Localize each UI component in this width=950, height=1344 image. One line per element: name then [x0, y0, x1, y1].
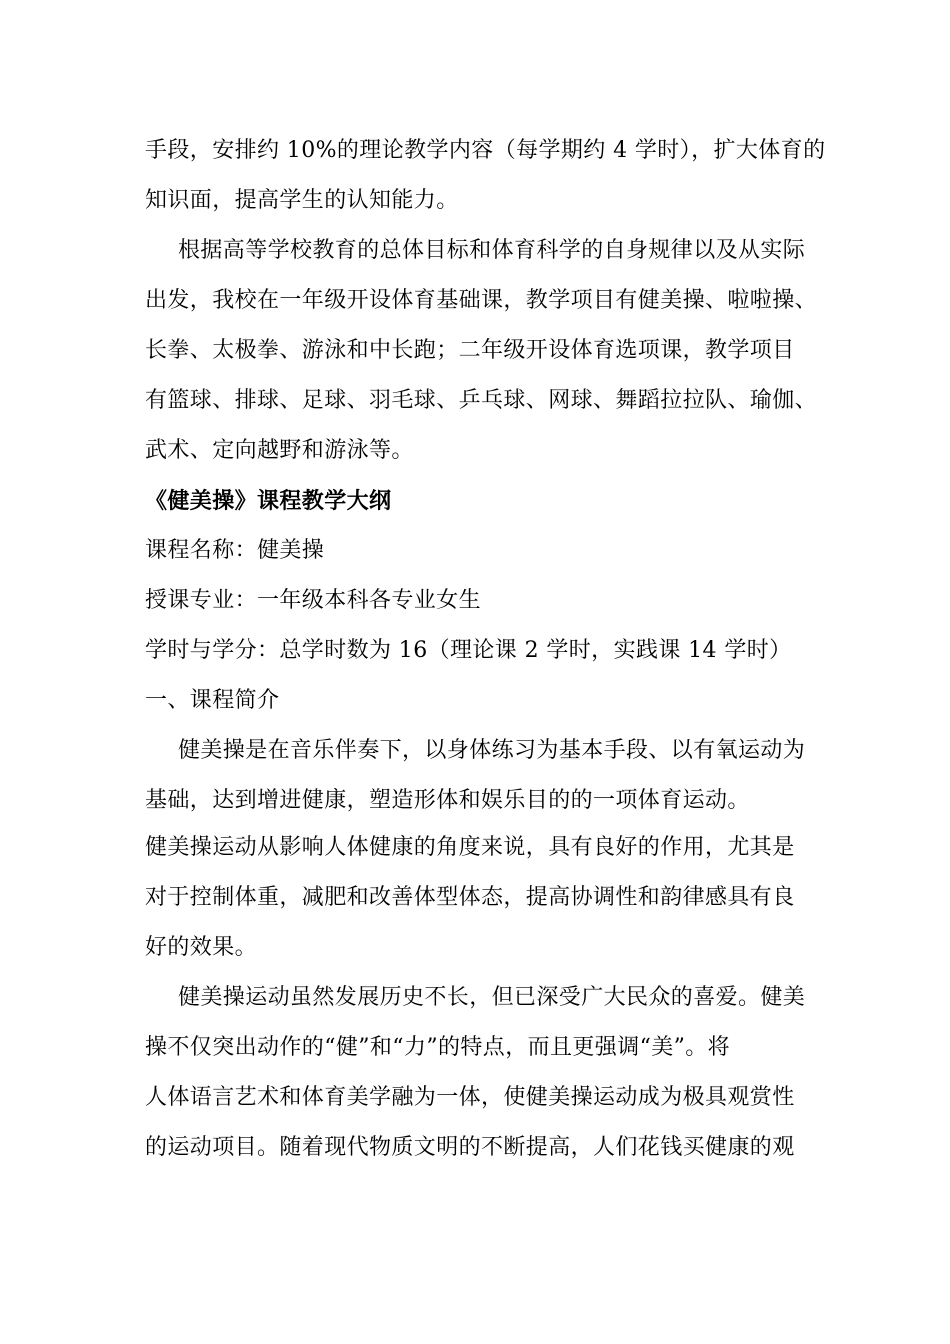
text-line: 基础，达到增进健康，塑造形体和娱乐目的的一项体育运动。	[145, 788, 750, 813]
text-line: 好的效果。	[145, 935, 258, 960]
text-line: 有篮球、排球、足球、羽毛球、乒乓球、网球、舞蹈拉拉队、瑜伽、	[145, 388, 818, 413]
text-line: 的运动项目。随着现代物质文明的不断提高，人们花钱买健康的观	[145, 1135, 795, 1160]
text-line: 知识面，提高学生的认知能力。	[145, 188, 459, 213]
text-line: 长拳、太极拳、游泳和中长跑；二年级开设体育选项课，教学项目	[145, 338, 795, 363]
text-line: 出发，我校在一年级开设体育基础课，教学项目有健美操、啦啦操、	[145, 288, 818, 313]
text-line: 手段，安排约 10%的理论教学内容（每学期约 4 学时），扩大体育的	[145, 138, 826, 163]
section-heading: 一、课程简介	[145, 688, 280, 713]
text-line: 健美操运动从影响人体健康的角度来说，具有良好的作用，尤其是	[145, 835, 795, 860]
course-name: 课程名称：健美操	[145, 538, 325, 563]
course-hours-credits: 学时与学分：总学时数为 16（理论课 2 学时，实践课 14 学时）	[145, 638, 792, 663]
text-line: 根据高等学校教育的总体目标和体育科学的自身规律以及从实际	[178, 238, 806, 263]
text-line: 对于控制体重，减肥和改善体型体态，提高协调性和韵律感具有良	[145, 885, 795, 910]
syllabus-title: 《健美操》课程教学大纲	[145, 488, 392, 514]
course-major: 授课专业：一年级本科各专业女生	[145, 588, 482, 613]
text-line: 人体语言艺术和体育美学融为一体，使健美操运动成为极具观赏性	[145, 1085, 795, 1110]
text-line: 健美操是在音乐伴奏下，以身体练习为基本手段、以有氧运动为	[178, 738, 806, 763]
text-line: 健美操运动虽然发展历史不长，但已深受广大民众的喜爱。健美	[178, 985, 806, 1010]
text-line: 武术、定向越野和游泳等。	[145, 438, 414, 463]
text-line: 操不仅突出动作的“健”和“力”的特点，而且更强调“美”。将	[145, 1035, 731, 1060]
